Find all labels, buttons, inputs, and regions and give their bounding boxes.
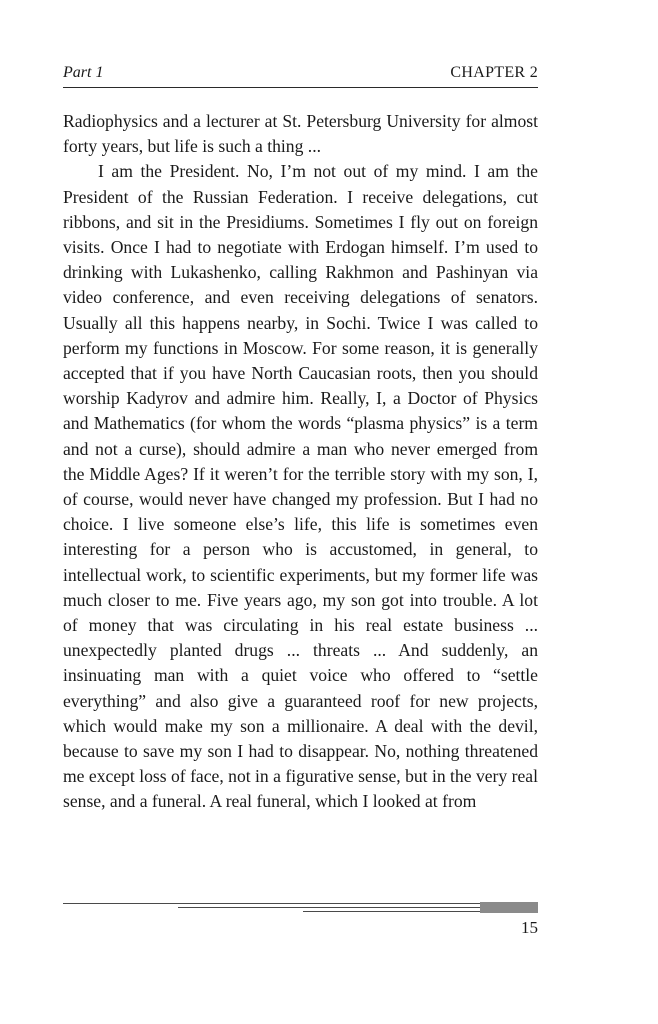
- part-label: Part 1: [63, 64, 104, 81]
- body-text: [63, 109, 538, 815]
- page-number: 15: [521, 918, 538, 937]
- header-rule: [63, 87, 538, 88]
- footer-ornament-block: [480, 902, 538, 913]
- paragraph-continuation: Radiophysics and a lecturer at St. Petersburg University for almost forty years, but life is such a thing ...: [63, 111, 538, 157]
- paragraph: I am the President. No, I’m not out of my mind. I am the President of the Russian Federation. I receive delegations, cut ribbons, and sit in the Presidiums. Sometimes I fly out on foreign visits. Once I had to negotiate with Erdogan himself. I’m used to drinking with Lukashenko, calling Rakhmon and Pashinyan via video conference, and even receiving delegations of senators. Usually all this happens nearby, in Sochi. Twice I was called to perform my functions in Moscow. For some reason, it is generally accepted that if you have North Caucasian roots, then you should worship Kadyrov and admire him. Really, I, a Doctor of Physics and Mathematics (for whom the words “plasma physics” is a term and not a curse), should admire a man who never emerged from the Middle Ages? If it weren’t for the terrible story with my son, I, of course, would never have changed my profession. But I had no choice. I live someone else’s life, this life is sometimes even interesting for a person who is accustomed, in general, to intellectual work, to scientific experiments, but my former life was much closer to me. Five years ago, my son got into trouble. A lot of money that was circulating in his real estate business ... unexpectedly planted drugs ... threats ... And suddenly, an insinuating man with a quiet voice who offered to “settle everything” and also give a guaranteed roof for new projects, which would make my son a millionaire. A deal with the devil, because to save my son I had to disappear. No, nothing threatened me except loss of face, not in a figurative sense, but in the very real sense, and a funeral. A real funeral, which I looked at from: [63, 161, 538, 812]
- chapter-label: CHAPTER 2: [450, 64, 538, 81]
- footer-rules: [63, 900, 538, 916]
- running-head: [63, 62, 538, 84]
- footer-rule: [63, 903, 538, 904]
